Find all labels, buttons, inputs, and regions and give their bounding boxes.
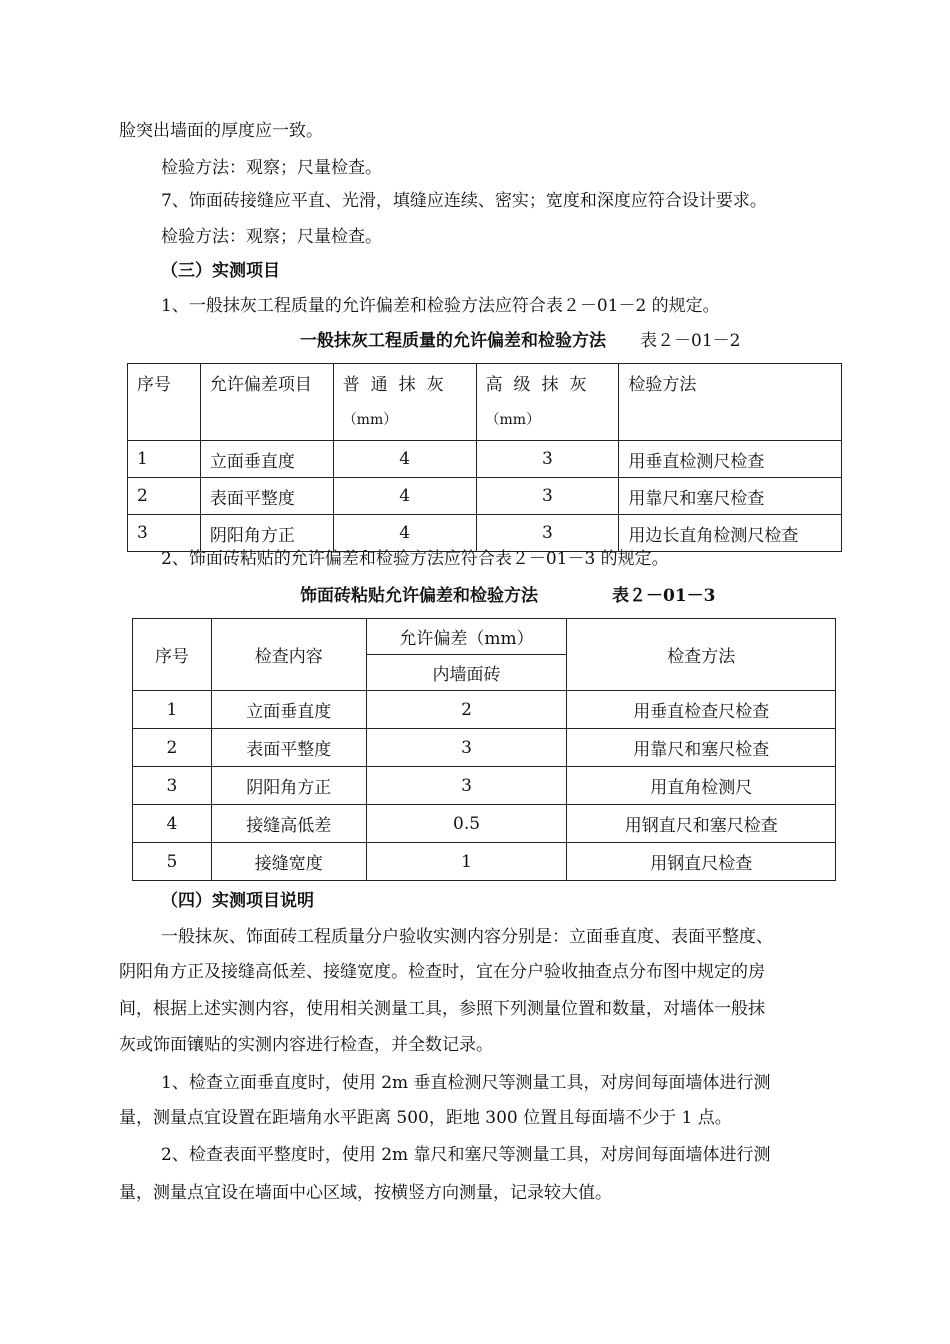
- table-cell: 表面平整度: [200, 478, 333, 515]
- table-header-cell: 检查内容: [211, 619, 366, 691]
- table-cell: 1: [366, 843, 567, 881]
- table-row: [128, 515, 842, 552]
- table-header-cell: 高级抹灰 （mm）: [476, 364, 619, 441]
- table-cell: 3: [366, 729, 567, 767]
- table-cell: 4: [133, 805, 212, 843]
- paragraph-text: 检验方法：观察；尺量检查。: [161, 158, 382, 178]
- table-cell: 用靠尺和塞尺检查: [619, 478, 842, 515]
- table-header-cell: 检验方法: [619, 364, 842, 441]
- paragraph-text: 一般抹灰、饰面砖工程质量分户验收实测内容分别是：立面垂直度、表面平整度、: [161, 927, 773, 947]
- paragraph-text: 间，根据上述实测内容，使用相关测量工具，参照下列测量位置和数量，对墙体一般抹: [119, 999, 765, 1019]
- table-header-cell: 内墙面砖: [366, 655, 567, 691]
- table-cell: 阴阳角方正: [200, 515, 333, 552]
- table-cell: 3: [366, 767, 567, 805]
- table-cell: 用钢直尺检查: [567, 843, 836, 881]
- table-row: [133, 805, 836, 843]
- table-cell: 立面垂直度: [211, 691, 366, 729]
- table-cell: 立面垂直度: [200, 441, 333, 478]
- table-cell: 2: [128, 478, 201, 515]
- table-row: [128, 478, 842, 515]
- table-cell: 1: [133, 691, 212, 729]
- table-cell: 3: [128, 515, 201, 552]
- table-row: [128, 441, 842, 478]
- table-header-cell: 允许偏差（mm）: [366, 619, 567, 655]
- table-cell: 5: [133, 843, 212, 881]
- table-cell: 4: [333, 515, 476, 552]
- table-cell: 表面平整度: [211, 729, 366, 767]
- table-row: [133, 729, 836, 767]
- table-title: 饰面砖粘贴允许偏差和检验方法: [300, 586, 538, 606]
- paragraph-text: 灰或饰面镶贴的实测内容进行检查，并全数记录。: [119, 1035, 493, 1055]
- table-cell: 接缝宽度: [211, 843, 366, 881]
- paragraph-text: 1、一般抹灰工程质量的允许偏差和检验方法应符合表２－01－2 的规定。: [161, 296, 720, 316]
- table-header-cell: 序号: [128, 364, 201, 441]
- table-cell: 用靠尺和塞尺检查: [567, 729, 836, 767]
- table-cell: 3: [476, 515, 619, 552]
- table-number: 表２－01－3: [612, 586, 716, 606]
- table-header-cell: 检查方法: [567, 619, 836, 691]
- table-cell: 3: [476, 441, 619, 478]
- table-cell: 1: [128, 441, 201, 478]
- table-cell: 用垂直检测尺检查: [619, 441, 842, 478]
- tolerance-table-tile: [132, 618, 836, 881]
- table-cell: 4: [333, 441, 476, 478]
- table-header-cell: 普通抹灰 （mm）: [333, 364, 476, 441]
- paragraph-text: 阴阳角方正及接缝高低差、接缝宽度。检查时，宜在分户验收抽查点分布图中规定的房: [119, 962, 765, 982]
- table-cell: 2: [366, 691, 567, 729]
- table-cell: 接缝高低差: [211, 805, 366, 843]
- paragraph-text: 2、检查表面平整度时，使用 2m 靠尺和塞尺等测量工具，对房间每面墙体进行测: [161, 1145, 771, 1165]
- table-cell: 0.5: [366, 805, 567, 843]
- table-row: [133, 767, 836, 805]
- paragraph-text: 脸突出墙面的厚度应一致。: [119, 121, 323, 141]
- table-number: 表２－01－2: [640, 331, 741, 351]
- table-cell: 用垂直检查尺检查: [567, 691, 836, 729]
- table-cell: 用钢直尺和塞尺检查: [567, 805, 836, 843]
- table-cell: 3: [133, 767, 212, 805]
- table-cell: 4: [333, 478, 476, 515]
- table-header-cell: 序号: [133, 619, 212, 691]
- paragraph-text: 量，测量点宜设置在距墙角水平距离 500，距地 300 位置且每面墙不少于 1 点。: [119, 1108, 732, 1128]
- paragraph-text: 2、饰面砖粘贴的允许偏差和检验方法应符合表２－01－3 的规定。: [161, 549, 669, 569]
- table-cell: 用边长直角检测尺检查: [619, 515, 842, 552]
- paragraph-text: 1、检查立面垂直度时，使用 2m 垂直检测尺等测量工具，对房间每面墙体进行测: [161, 1073, 771, 1093]
- paragraph-text: 7、饰面砖接缝应平直、光滑，填缝应连续、密实；宽度和深度应符合设计要求。: [161, 191, 767, 211]
- section-heading: （四）实测项目说明: [161, 891, 314, 911]
- table-cell: 用直角检测尺: [567, 767, 836, 805]
- paragraph-text: 检验方法：观察；尺量检查。: [161, 227, 382, 247]
- table-title: 一般抹灰工程质量的允许偏差和检验方法: [300, 331, 606, 351]
- table-cell: 3: [476, 478, 619, 515]
- section-heading: （三）实测项目: [161, 261, 280, 281]
- table-cell: 2: [133, 729, 212, 767]
- paragraph-text: 量，测量点宜设在墙面中心区域，按横竖方向测量，记录较大值。: [119, 1183, 612, 1203]
- table-header-cell: 允许偏差项目: [200, 364, 333, 441]
- table-row: [133, 691, 836, 729]
- table-row: [133, 843, 836, 881]
- tolerance-table-plaster: [127, 363, 842, 552]
- table-cell: 阴阳角方正: [211, 767, 366, 805]
